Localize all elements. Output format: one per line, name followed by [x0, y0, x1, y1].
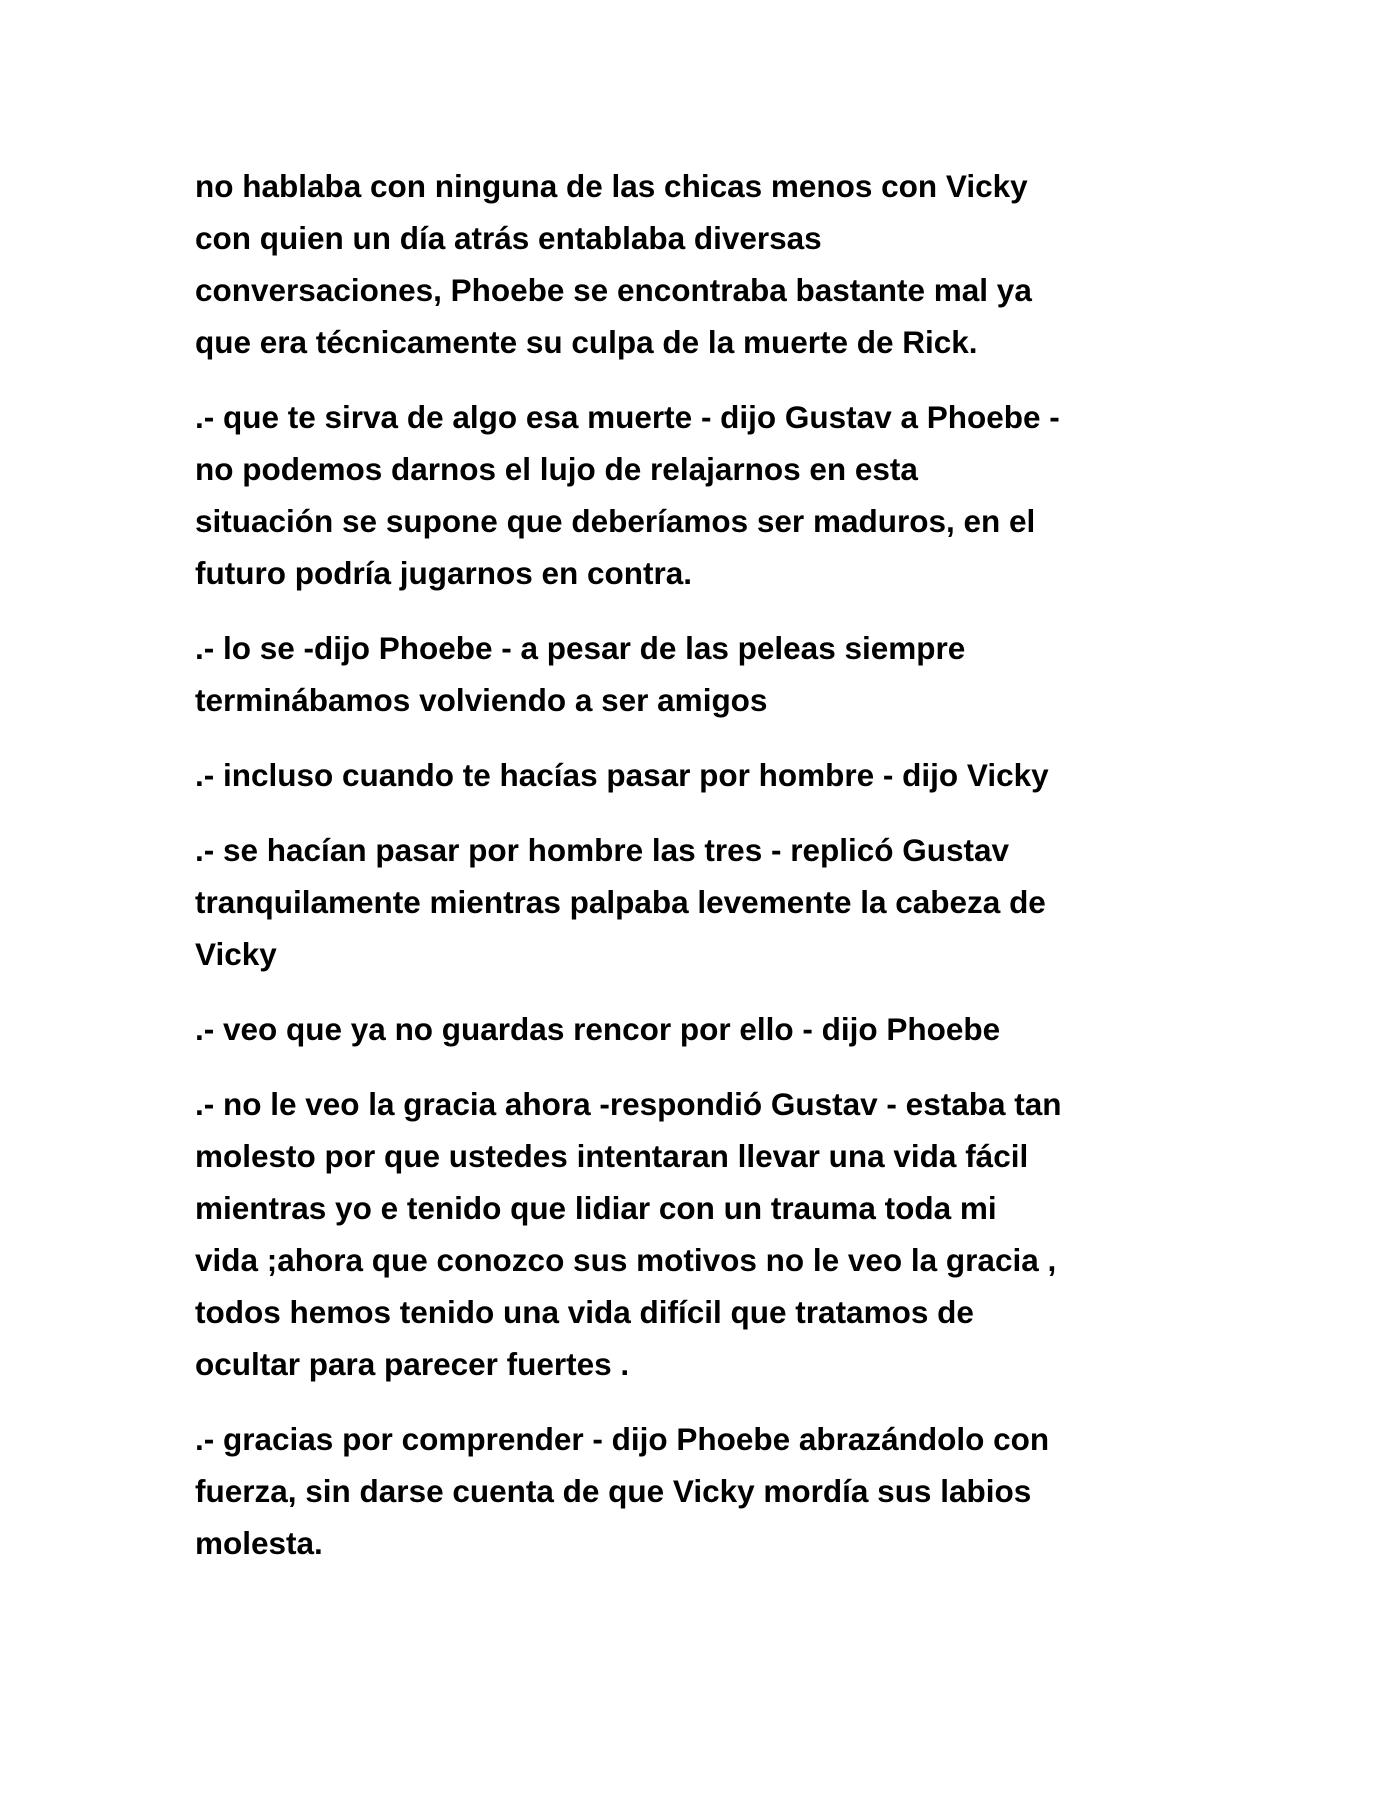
paragraph-dialogue: [195, 824, 1235, 980]
paragraph-dialogue: [195, 749, 1235, 801]
text-line: .- incluso cuando te hacías pasar por hombre - dijo Vicky: [195, 757, 1049, 793]
text-line: .- veo que ya no guardas rencor por ello - dijo Phoebe: [195, 1011, 1001, 1047]
paragraph-dialogue: [195, 1003, 1235, 1055]
text-line: mientras yo e tenido que lidiar con un trauma toda mi: [195, 1190, 997, 1226]
text-line: con quien un día atrás entablaba diversas: [195, 220, 822, 256]
text-line: todos hemos tenido una vida difícil que tratamos de: [195, 1294, 974, 1330]
text-line: ocultar para parecer fuertes .: [195, 1346, 630, 1382]
text-line: fuerza, sin darse cuenta de que Vicky mordía sus labios: [195, 1473, 1032, 1509]
paragraph-dialogue: [195, 1413, 1235, 1569]
paragraph-dialogue: [195, 622, 1235, 726]
paragraph-dialogue: [195, 391, 1235, 599]
text-line: .- gracias por comprender - dijo Phoebe abrazándolo con: [195, 1421, 1050, 1457]
text-line: .- lo se -dijo Phoebe - a pesar de las peleas siempre: [195, 630, 966, 666]
text-line: futuro podría jugarnos en contra.: [195, 555, 693, 591]
text-line: .- no le veo la gracia ahora -respondió Gustav - estaba tan: [195, 1086, 1062, 1122]
text-line: .- que te sirva de algo esa muerte - dijo Gustav a Phoebe -: [195, 399, 1060, 435]
text-line: situación se supone que deberíamos ser maduros, en el: [195, 503, 1036, 539]
text-line: no hablaba con ninguna de las chicas menos con Vicky: [195, 168, 1028, 204]
text-body: [195, 160, 1235, 1592]
text-line: vida ;ahora que conozco sus motivos no le veo la gracia ,: [195, 1242, 1057, 1278]
text-line: no podemos darnos el lujo de relajarnos en esta: [195, 451, 918, 487]
text-line: molesta.: [195, 1525, 323, 1561]
text-line: que era técnicamente su culpa de la muerte de Rick.: [195, 324, 978, 360]
text-line: Vicky: [195, 936, 277, 972]
text-line: terminábamos volviendo a ser amigos: [195, 682, 768, 718]
text-line: conversaciones, Phoebe se encontraba bastante mal ya: [195, 272, 1032, 308]
text-line: .- se hacían pasar por hombre las tres - replicó Gustav: [195, 832, 1010, 868]
paragraph-dialogue: [195, 1078, 1235, 1390]
text-line: molesto por que ustedes intentaran llevar una vida fácil: [195, 1138, 1029, 1174]
paragraph-narration: [195, 160, 1235, 368]
text-line: tranquilamente mientras palpaba levemente la cabeza de: [195, 884, 1046, 920]
